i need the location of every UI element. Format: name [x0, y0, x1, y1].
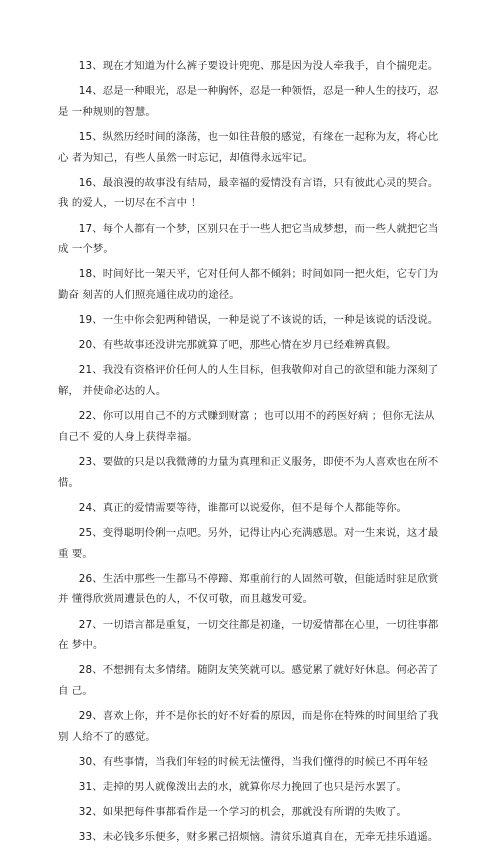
quote-31: 31、走掉的男人就像泼出去的水，就算你尽力挽回了也只是污水罢了。: [78, 781, 407, 794]
quote-27: 27、一切语言都是重复，一切交往都是初逢，一切爱情都在心里，一切往事都在 梦中。: [58, 618, 439, 652]
quote-15: 15、纵然历经时间的涤荡，也一如往昔般的感觉，有缘在一起称为友，将心比心 者为知己，有些人虽然一时忘记，却值得永远牢记。: [58, 130, 439, 164]
quote-24: 24、真正的爱情需要等待，谁都可以说爱你，但不是每个人都能等你。: [78, 501, 407, 514]
quote-28: 28、不想拥有太多情绪。随阴友笑笑就可以。感觉累了就好好休息。何必苦了自 己。: [58, 664, 439, 697]
quote-17: 17、每个人都有一个梦，区别只在于一些人把它当成梦想，而一些人就把它当成 一个梦。: [58, 222, 439, 256]
quote-33: 33、未必钱多乐便多，财多累己招烦恼。清贫乐道真自在，无牵无挂乐逍遥。: [78, 831, 439, 844]
quote-22: 22、你可以用自己不的方式赚到财富 ；也可以用不的药医好病 ；但你无法从自己不 爱的人身上获得幸福。: [58, 410, 435, 443]
quote-20: 20、有些故事还没讲完那就算了吧，那些心情在岁月已经难辨真假。: [78, 339, 397, 352]
quote-30: 30、有些事情，当我们年轻的时候无法懂得，当我们懂得的时候已不再年轻: [78, 755, 428, 768]
quote-21: 21、我没有资格评价任何人的人生目标，但我敬仰对自己的欲望和能力深刻了解， 并使命必达的人。: [58, 364, 439, 398]
quote-25: 25、变得聪明伶俐一点吧。另外，记得让内心充满感恩。对一生来说，这才最重 要。: [58, 527, 439, 560]
quote-16: 16、最浪漫的故事没有结局，最幸福的爱情没有言语，只有彼此心灵的契合。我 的爱人，一切尽在不言中 ！: [58, 176, 439, 210]
quote-29: 29、喜欢上你，并不是你长的好不好看的原因，而是你在特殊的时间里给了我别 人给不了的感觉。: [58, 710, 439, 743]
quote-14: 14、忍是一种眼光，忍是一种胸怀，忍是一种领悟，忍是一种人生的技巧，忍是 一种规则的智慧。: [58, 85, 439, 118]
quote-19: 19、一生中你会犯两种错误，一种是说了不该说的话，一种是该说的话没说。: [78, 314, 439, 327]
quote-23: 23、要做的只是以我微薄的力量为真理和正义服务，即使不为人喜欢也在所不惜。: [58, 456, 439, 489]
quote-26: 26、生活中那些一生都马不停蹄、郑重前行的人固然可敬，但能适时驻足欣赏并 懂得欣赏周遭景色的人，不仅可敬，而且越发可爱。: [58, 572, 439, 606]
quote-18: 18、时间好比一架天平，它对任何人都不倾斜；时间如同一把火炬，它专门为勤奋 刻苦的人们照亮通往成功的途径。: [58, 268, 439, 301]
quote-13: 13、现在才知道为什么裤子要设计兜兜、那是因为没人牵我手，自个揣兜走。: [78, 60, 439, 72]
quote-32: 32、如果把每件事都看作是一个学习的机会，那就没有所谓的失败了。: [78, 806, 407, 819]
